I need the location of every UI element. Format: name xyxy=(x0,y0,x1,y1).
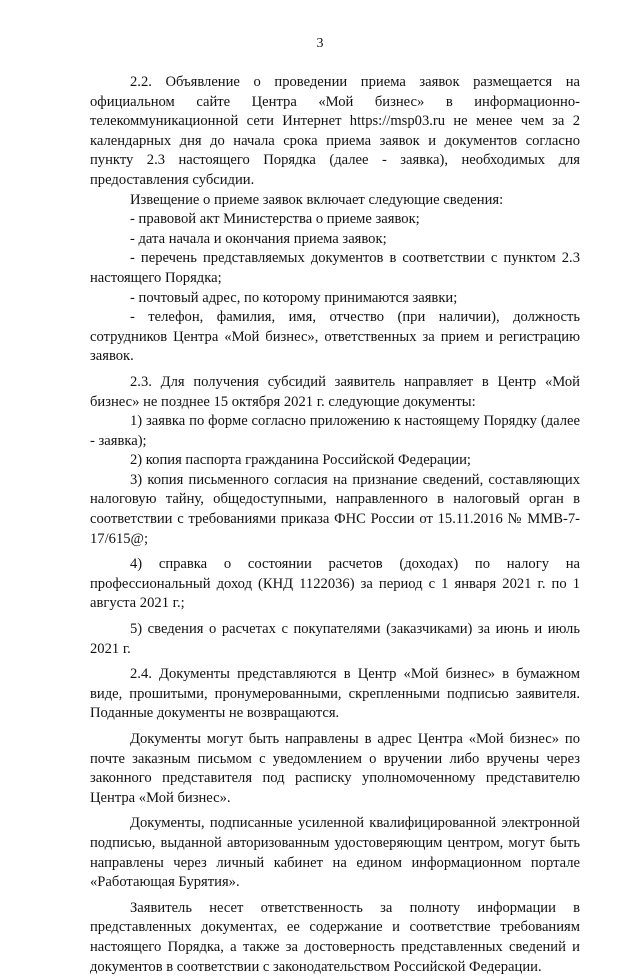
list-item-buyer-settlements: 5) сведения о расчетах с покупателями (заказчиками) за июнь и июль 2021 г. xyxy=(90,621,580,657)
list-item-dates: - дата начала и окончания приема заявок; xyxy=(130,230,387,247)
list-item-legal-act: - правовой акт Министерства о приеме заявок; xyxy=(130,211,420,228)
paragraph-2-2-announcement: 2.2. Объявление о проведении приема заявок размещается на официальном сайте Центра «Мой бизнес» в информационно-телекоммуникационной сети Интернет https://msp03.ru не менее чем за 2 календарных дня до начала срока приема заявок и документов согласно пункту 2.3 настоящего Порядка (далее - заявка), необходимых для предоставления субсидии. xyxy=(90,74,580,188)
list-item-document-list: - перечень представляемых документов в соответствии с пунктом 2.3 настоящего Порядка; xyxy=(90,250,580,286)
paragraph-postal-delivery: Документы могут быть направлены в адрес Центра «Мой бизнес» по почте заказным письмом с уведомлением о вручении либо вручены через законного представителя под расписку уполномоченному представителю Центра «Мой бизнес». xyxy=(90,731,580,806)
paragraph-applicant-responsibility: Заявитель несет ответственность за полноту информации в представленных документах, ее содержание и соответствие требованиям настоящего Порядка, а также за достоверность представленных сведений и документов в соответствии с законодательством Российской Федерации. xyxy=(90,899,580,975)
list-item-application: 1) заявка по форме согласно приложению к настоящему Порядку (далее - заявка); xyxy=(90,413,580,449)
paragraph-electronic-signature: Документы, подписанные усиленной квалифицированной электронной подписью, выданной авторизованным удостоверяющим центром, могут быть направлены через личный кабинет на едином информационном портале «Работающая Бурятия». xyxy=(90,815,580,891)
list-item-passport: 2) копия паспорта гражданина Российской Федерации; xyxy=(130,452,471,469)
paragraph-2-3-documents: 2.3. Для получения субсидий заявитель направляет в Центр «Мой бизнес» не позднее 15 октября 2021 г. следующие документы: xyxy=(90,373,580,410)
paragraph-2-4-submission: 2.4. Документы представляются в Центр «Мой бизнес» в бумажном виде, прошитыми, пронумерованными, скрепленными подписью заявителя. Поданные документы не возвращаются. xyxy=(90,666,580,722)
list-item-income-statement: 4) справка о состоянии расчетов (доходах) по налогу на профессиональный доход (КНД 1122036) за период с 1 января 2021 г. по 1 августа 2021 г.; xyxy=(90,556,580,612)
paragraph-notice-intro: Извещение о приеме заявок включает следующие сведения: xyxy=(130,191,504,208)
list-item-postal-address: - почтовый адрес, по которому принимаются заявки; xyxy=(130,289,458,306)
list-item-tax-consent: 3) копия письменного согласия на признание сведений, составляющих налоговую тайну, общедоступными, направленного в налоговый орган в соответствии с требованиями приказа ФНС России от 15.11.2016 № ММВ-7-17/615@; xyxy=(90,471,580,547)
document-body xyxy=(90,73,580,977)
page-number: 3 xyxy=(316,36,324,51)
list-item-contacts: - телефон, фамилия, имя, отчество (при наличии), должность сотрудников Центра «Мой бизнес», ответственных за прием и регистрацию заявок. xyxy=(90,309,580,365)
